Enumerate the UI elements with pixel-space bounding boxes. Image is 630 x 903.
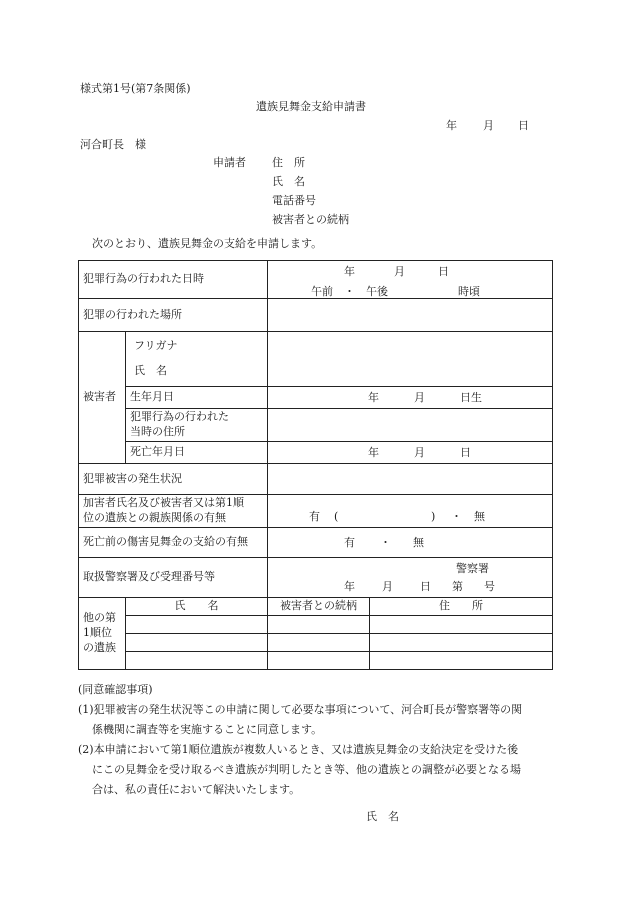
crime-month: 月 xyxy=(394,265,405,278)
victim-furigana-label: フリガナ xyxy=(134,339,178,352)
form-number: 様式第1号(第7条関係) xyxy=(80,82,191,95)
other-family-address-cell[interactable] xyxy=(370,652,553,670)
police-go: 号 xyxy=(484,580,495,593)
row-injury-benefit xyxy=(79,528,553,558)
signature-name-label: 氏 名 xyxy=(366,810,399,823)
row-victim-address xyxy=(79,409,553,442)
row-damage xyxy=(79,464,553,495)
applicant-name-label: 氏 名 xyxy=(272,175,305,188)
row-victim-birth xyxy=(79,387,553,409)
other-family-relation-cell[interactable] xyxy=(268,634,370,652)
consent-item-1-line1: (1)犯罪被害の発生状況等この申請に関して必要な事項について、河合町長が警察署等の関 xyxy=(78,703,523,716)
victim-name-label-cell xyxy=(126,332,268,387)
police-label: 取扱警察署及び受理番号等 xyxy=(79,558,268,598)
police-year: 年 xyxy=(344,580,355,593)
police-day: 日 xyxy=(420,580,431,593)
other-family-relation-cell[interactable] xyxy=(268,616,370,634)
other-family-name-cell[interactable] xyxy=(126,616,268,634)
form-title: 遺族見舞金支給申請書 xyxy=(256,100,366,113)
police-month: 月 xyxy=(382,580,393,593)
date-month-label: 月 xyxy=(483,119,494,132)
injury-yes: 有 xyxy=(344,536,355,549)
police-number: 第 xyxy=(452,580,463,593)
injury-dot: ・ xyxy=(380,536,391,549)
consent-section xyxy=(78,680,522,800)
other-family-name-cell[interactable] xyxy=(126,634,268,652)
damage-label: 犯罪被害の発生状況 xyxy=(79,464,268,495)
other-family-row xyxy=(79,652,553,670)
damage-field[interactable] xyxy=(268,464,553,495)
crime-place-label: 犯罪の行われた場所 xyxy=(79,299,268,332)
row-other-family-header xyxy=(79,598,553,616)
other-family-row xyxy=(79,634,553,652)
date-year-label: 年 xyxy=(446,119,457,132)
row-victim-death xyxy=(79,442,553,464)
applicant-relation-label: 被害者との続柄 xyxy=(272,213,349,226)
victim-death-label: 死亡年月日 xyxy=(126,442,268,464)
victim-address-label-line2: 当時の住所 xyxy=(130,425,185,438)
death-month: 月 xyxy=(414,446,425,459)
consent-item-2-line3: 合は、私の責任において解決いたします。 xyxy=(92,783,301,796)
col-header-name: 氏 名 xyxy=(126,598,268,616)
crime-year: 年 xyxy=(344,265,355,278)
injury-benefit-label: 死亡前の傷害見舞金の支給の有無 xyxy=(79,528,268,558)
row-perpetrator xyxy=(79,495,553,528)
crime-datetime-label: 犯罪行為の行われた日時 xyxy=(79,261,268,299)
row-police xyxy=(79,558,553,598)
applicant-phone-label: 電話番号 xyxy=(272,194,316,207)
crime-place-field[interactable] xyxy=(268,299,553,332)
perpetrator-label-line1: 加害者氏名及び被害者又は第1順 xyxy=(83,496,244,510)
death-day: 日 xyxy=(460,446,471,459)
col-header-relation: 被害者との続柄 xyxy=(268,598,370,616)
crime-ampm: 午前 ・ 午後 xyxy=(311,285,388,298)
other-family-label-line2: 1順位 xyxy=(83,626,112,640)
other-family-label-line1: 他の第 xyxy=(83,611,116,625)
applicant-label: 申請者 xyxy=(213,156,246,169)
perpetrator-no: 無 xyxy=(474,510,485,523)
application-table xyxy=(78,260,553,670)
police-station: 警察署 xyxy=(456,562,489,575)
victim-birth-field[interactable] xyxy=(268,387,553,409)
row-crime-place xyxy=(79,299,553,332)
perpetrator-yes: 有 xyxy=(309,510,320,523)
row-crime-datetime xyxy=(79,261,553,299)
consent-item-1-line2: 係機関に調査等を実施することに同意します。 xyxy=(92,723,323,736)
perpetrator-label-line2: 位の遺族との親族関係の有無 xyxy=(83,511,226,524)
perpetrator-dot: ・ xyxy=(451,510,462,523)
other-family-address-cell[interactable] xyxy=(370,634,553,652)
perpetrator-label xyxy=(79,495,268,528)
injury-benefit-field[interactable] xyxy=(268,528,553,558)
birth-year: 年 xyxy=(368,391,379,404)
crime-hour: 時頃 xyxy=(458,285,480,298)
victim-address-field[interactable] xyxy=(268,409,553,442)
victim-death-field[interactable] xyxy=(268,442,553,464)
crime-datetime-field[interactable] xyxy=(268,261,553,299)
addressee: 河合町長 様 xyxy=(80,138,146,151)
victim-address-label-line1: 犯罪行為の行われた xyxy=(130,410,229,424)
other-family-label xyxy=(79,598,126,670)
victim-name-label: 氏 名 xyxy=(134,364,167,377)
row-victim-name xyxy=(79,332,553,387)
victim-label: 被害者 xyxy=(79,332,126,464)
victim-birth-label: 生年月日 xyxy=(126,387,268,409)
death-year: 年 xyxy=(368,446,379,459)
police-field[interactable] xyxy=(268,558,553,598)
consent-heading: (同意確認事項) xyxy=(78,683,153,696)
other-family-address-cell[interactable] xyxy=(370,616,553,634)
other-family-relation-cell[interactable] xyxy=(268,652,370,670)
other-family-label-line3: の遺族 xyxy=(83,640,116,654)
other-family-name-cell[interactable] xyxy=(126,652,268,670)
perpetrator-paren-open: ( xyxy=(334,510,339,523)
intro-text: 次のとおり、遺族見舞金の支給を申請します。 xyxy=(92,237,323,250)
col-header-address: 住 所 xyxy=(370,598,553,616)
consent-item-2-line1: (2)本申請において第1順位遺族が複数人いるとき、又は遺族見舞金の支給決定を受けた後 xyxy=(78,743,519,756)
other-family-row xyxy=(79,616,553,634)
victim-address-label xyxy=(126,409,268,442)
crime-day: 日 xyxy=(438,265,449,278)
perpetrator-paren-close: ) xyxy=(431,510,436,523)
birth-day: 日生 xyxy=(460,391,482,404)
victim-name-field[interactable] xyxy=(268,332,553,387)
perpetrator-field[interactable] xyxy=(268,495,553,528)
birth-month: 月 xyxy=(414,391,425,404)
injury-no: 無 xyxy=(413,536,424,549)
consent-item-2-line2: にこの見舞金を受け取るべき遺族が判明したとき等、他の遺族との調整が必要となる場 xyxy=(92,763,521,776)
applicant-address-label: 住 所 xyxy=(272,156,305,169)
date-day-label: 日 xyxy=(518,119,529,132)
